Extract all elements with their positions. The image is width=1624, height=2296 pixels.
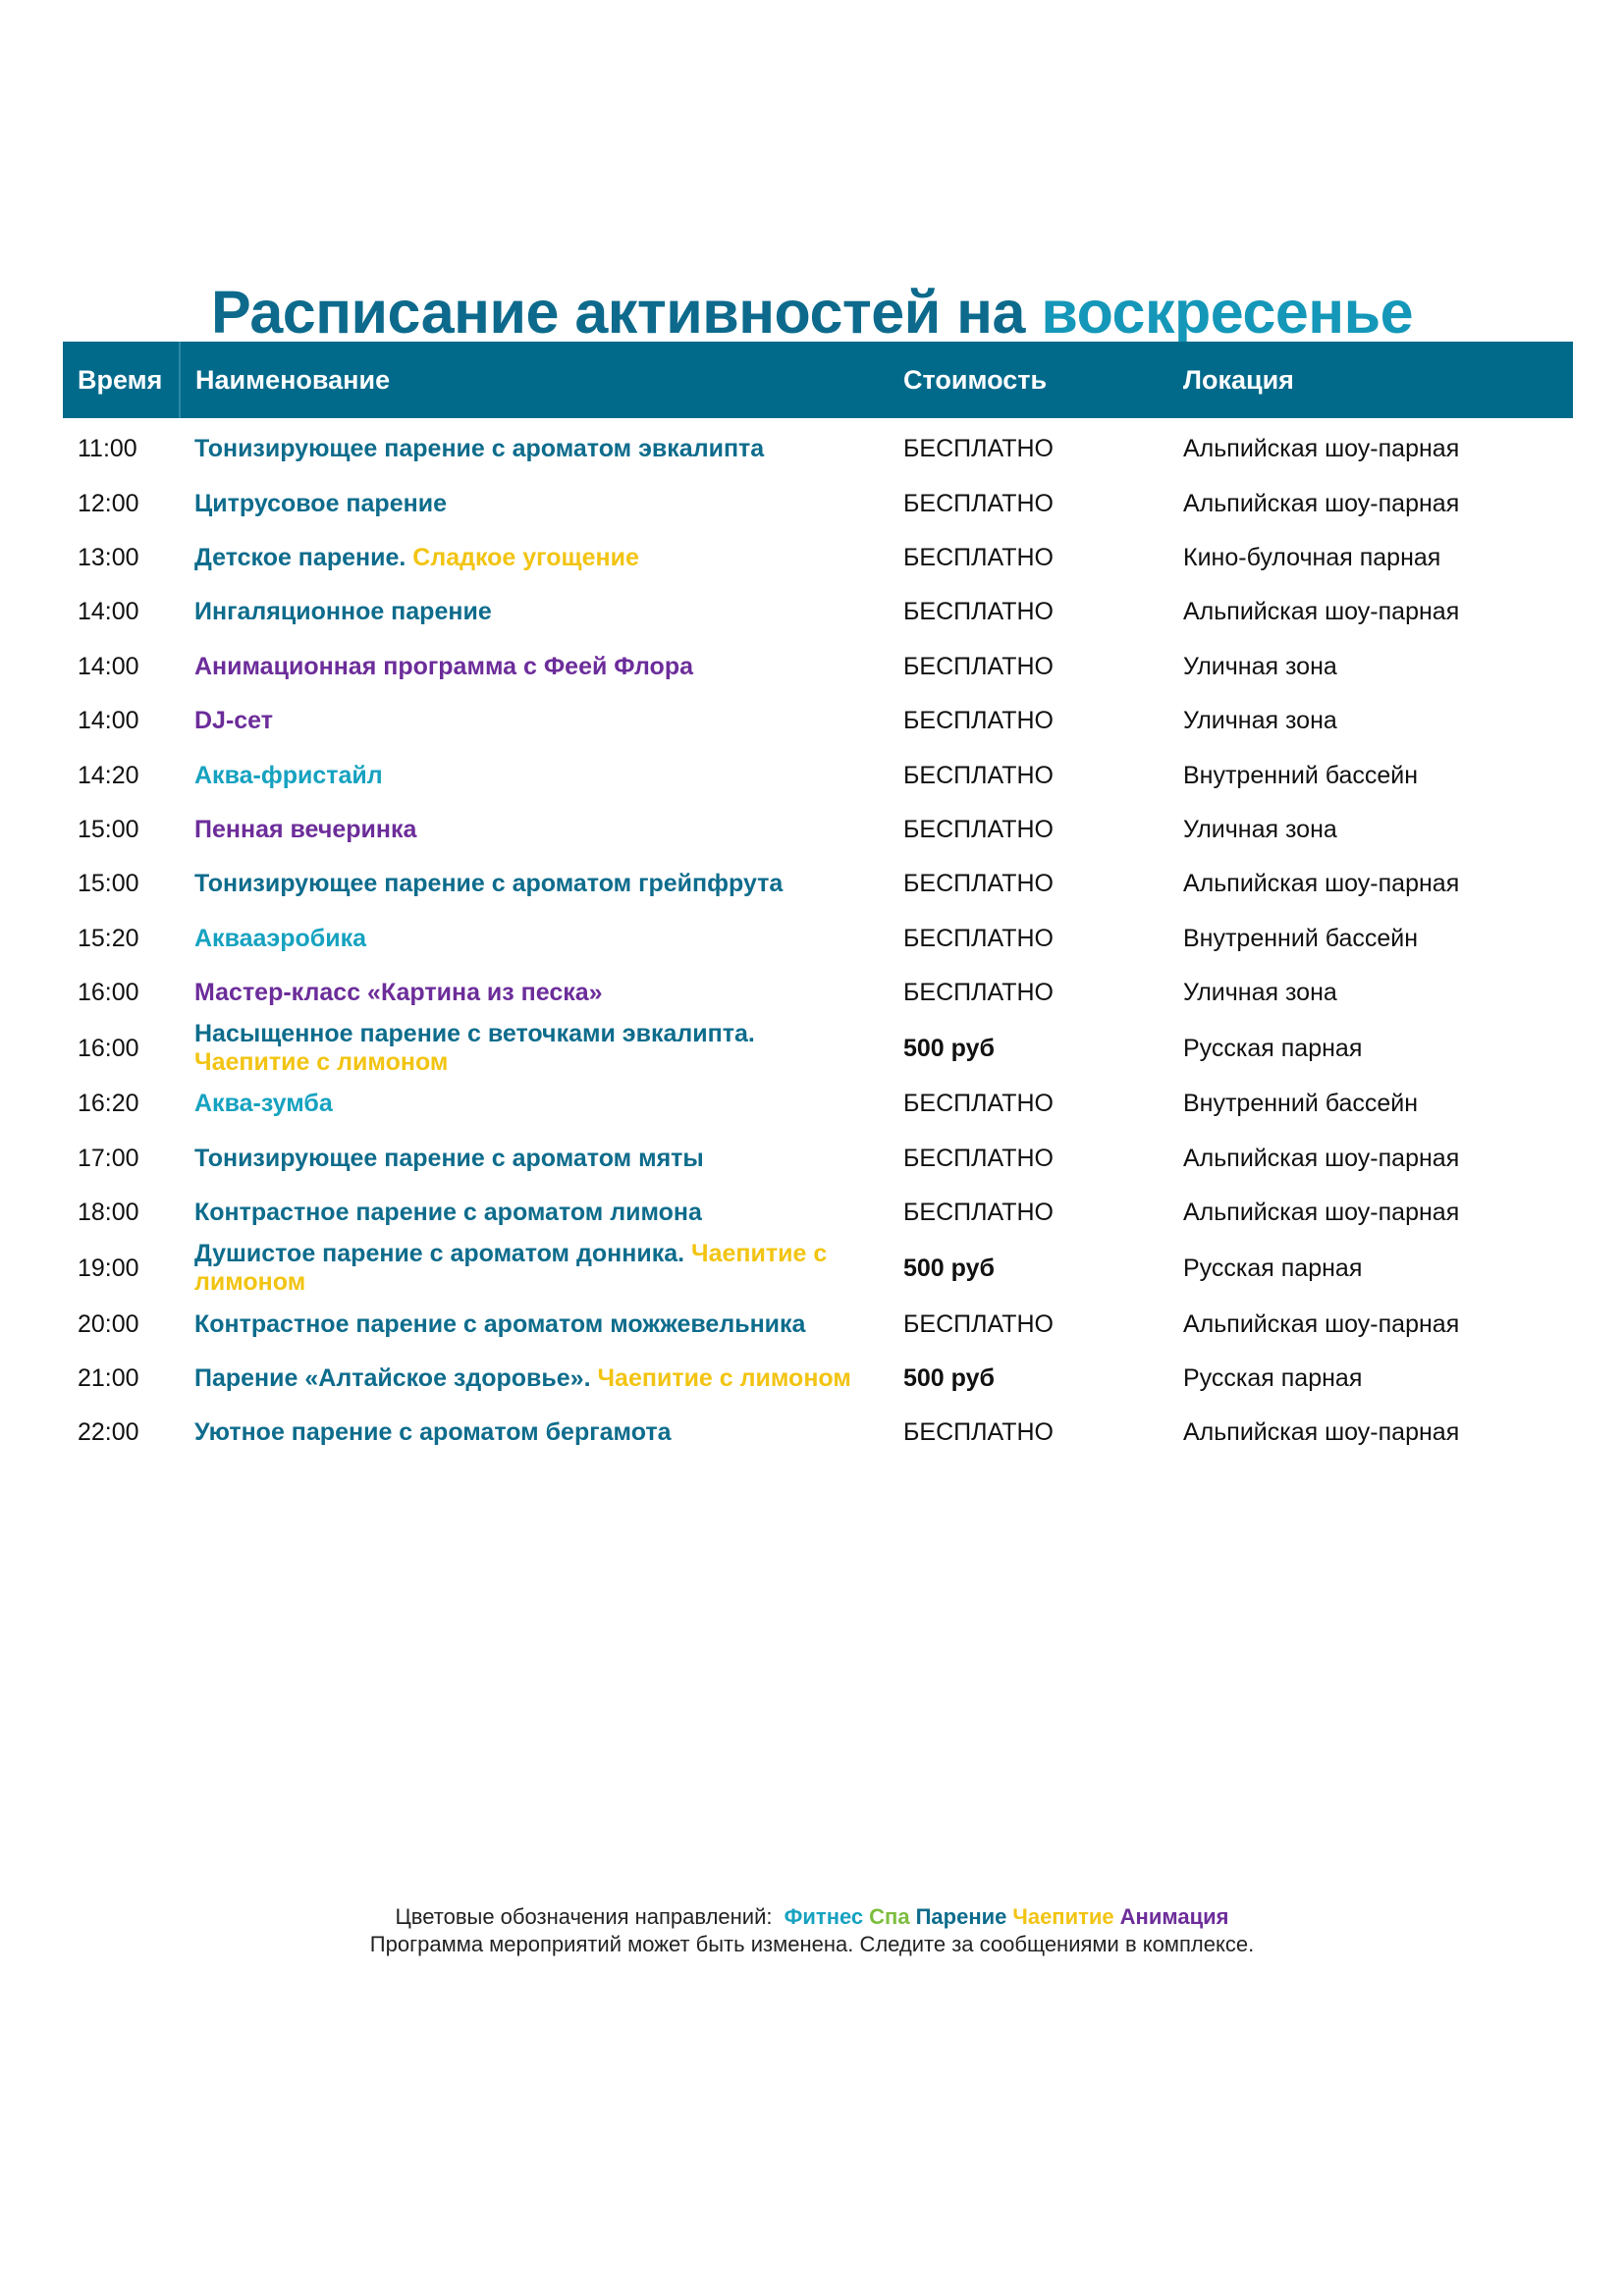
cell-time: 15:20 (78, 924, 139, 952)
table-row (63, 1352, 1573, 1406)
activity-name-part: Уютное парение с ароматом бергамота (194, 1418, 672, 1447)
cell-price: БЕСПЛАТНО (903, 1199, 1055, 1227)
cell-location: Внутренний бассейн (1183, 761, 1419, 789)
activity-name-part: Мастер-класс «Картина из песка» (194, 979, 603, 1007)
cell-time: 14:00 (78, 652, 139, 680)
cell-time: 17:00 (78, 1144, 139, 1172)
activity-name-part: Сладкое угощение (406, 543, 639, 571)
cell-time: 16:20 (78, 1090, 139, 1118)
header-time: Время (63, 342, 180, 418)
activity-name-part: Парение «Алтайское здоровье». (194, 1364, 591, 1393)
activity-name-part: Тонизирующее парение с ароматом эвкалипта (194, 435, 765, 463)
cell-price: БЕСПЛАТНО (903, 979, 1055, 1007)
cell-price: БЕСПЛАТНО (903, 435, 1055, 463)
cell-price: БЕСПЛАТНО (903, 870, 1055, 898)
legend-item-parenie: Парение (915, 1904, 1007, 1929)
table-row (63, 748, 1573, 802)
cell-location: Внутренний бассейн (1183, 924, 1419, 952)
cell-location: Уличная зона (1183, 979, 1337, 1007)
legend-label: Цветовые обозначения направлений: (395, 1904, 773, 1929)
activity-name-part: DJ-сет (194, 707, 274, 735)
cell-price: БЕСПЛАТНО (903, 1309, 1055, 1338)
activity-name-part: Анимационная программа с Феей Флора (194, 652, 693, 680)
table-row (63, 694, 1573, 748)
page-title-day: воскресенье (1041, 278, 1414, 346)
activity-name-part: Чаепитие с лимоном (590, 1364, 851, 1393)
cell-name (180, 694, 889, 748)
cell-time: 14:00 (78, 707, 139, 735)
cell-name (180, 1406, 889, 1460)
activity-name-part: Чаепитие с лимоном (194, 1048, 449, 1077)
cell-location: Альпийская шоу-парная (1183, 1309, 1460, 1338)
cell-location: Альпийская шоу-парная (1183, 1199, 1460, 1227)
cell-price: БЕСПЛАТНО (903, 489, 1055, 517)
cell-price: БЕСПЛАТНО (903, 1144, 1055, 1172)
cell-location: Альпийская шоу-парная (1183, 870, 1460, 898)
schedule-table (63, 342, 1573, 1461)
table-row (63, 1240, 1573, 1297)
cell-name (180, 1132, 889, 1186)
table-row (63, 1297, 1573, 1351)
cell-location: Альпийская шоу-парная (1183, 598, 1460, 626)
cell-time: 14:20 (78, 761, 139, 789)
table-row (63, 1132, 1573, 1186)
cell-time: 21:00 (78, 1364, 139, 1393)
activity-name-part: Детское парение. (194, 543, 406, 571)
activity-name-part: Аква-фристайл (194, 761, 383, 789)
cell-price: БЕСПЛАТНО (903, 924, 1055, 952)
cell-time: 15:00 (78, 870, 139, 898)
cell-price: БЕСПЛАТНО (903, 707, 1055, 735)
cell-time: 19:00 (78, 1254, 139, 1282)
table-row (63, 531, 1573, 585)
cell-name (180, 1352, 889, 1406)
table-row (63, 857, 1573, 911)
table-row (63, 1077, 1573, 1131)
cell-name (180, 640, 889, 694)
cell-location: Уличная зона (1183, 815, 1337, 843)
table-row (63, 585, 1573, 639)
table-row (63, 1186, 1573, 1240)
activity-name-part: Пенная вечеринка (194, 815, 417, 843)
header-price: Стоимость (903, 364, 1048, 395)
activity-name-part: Душистое парение с ароматом донника. (194, 1240, 685, 1268)
cell-location: Альпийская шоу-парная (1183, 435, 1460, 463)
legend-item-fitness: Фитнес (784, 1904, 864, 1929)
cell-location: Внутренний бассейн (1183, 1090, 1419, 1118)
cell-time: 18:00 (78, 1199, 139, 1227)
cell-location: Русская парная (1183, 1034, 1363, 1062)
activity-name-part: Тонизирующее парение с ароматом грейпфрута (194, 870, 784, 898)
cell-price: БЕСПЛАТНО (903, 815, 1055, 843)
cell-name (180, 748, 889, 802)
legend-items (779, 1904, 1229, 1929)
cell-name (180, 912, 889, 966)
color-legend (0, 1904, 1624, 1930)
cell-location: Уличная зона (1183, 652, 1337, 680)
cell-location: Кино-булочная парная (1183, 543, 1441, 571)
cell-name (180, 803, 889, 857)
page-title (0, 278, 1624, 347)
cell-name (180, 531, 889, 585)
activity-name-part: Аква-зумба (194, 1090, 333, 1118)
cell-name (180, 1240, 889, 1297)
table-row (63, 1406, 1573, 1460)
cell-time: 16:00 (78, 1034, 139, 1062)
cell-location: Альпийская шоу-парная (1183, 489, 1460, 517)
schedule-body (63, 418, 1573, 1461)
cell-price: БЕСПЛАТНО (903, 543, 1055, 571)
cell-location: Русская парная (1183, 1364, 1363, 1393)
cell-price: БЕСПЛАТНО (903, 652, 1055, 680)
cell-name (180, 1186, 889, 1240)
activity-name-part: Цитрусовое парение (194, 489, 447, 517)
cell-time: 20:00 (78, 1309, 139, 1338)
cell-name (180, 418, 889, 476)
cell-name (180, 1020, 889, 1077)
header-location: Локация (1183, 364, 1294, 395)
header-row (63, 342, 1573, 418)
cell-location: Уличная зона (1183, 707, 1337, 735)
activity-name-part: Ингаляционное парение (194, 598, 492, 626)
cell-time: 15:00 (78, 815, 139, 843)
table-row (63, 1020, 1573, 1077)
cell-name (180, 476, 889, 530)
cell-price: БЕСПЛАТНО (903, 598, 1055, 626)
legend-item-chai: Чаепитие (1012, 1904, 1114, 1929)
cell-location: Альпийская шоу-парная (1183, 1144, 1460, 1172)
legend-item-spa: Спа (869, 1904, 910, 1929)
table-row (63, 912, 1573, 966)
cell-price: БЕСПЛАТНО (903, 1090, 1055, 1118)
header-name: Наименование (195, 364, 391, 395)
activity-name-part: Контрастное парение с ароматом можжевельника (194, 1309, 806, 1338)
table-row (63, 966, 1573, 1020)
cell-price: 500 руб (903, 1254, 995, 1282)
cell-time: 12:00 (78, 489, 139, 517)
cell-location: Русская парная (1183, 1254, 1363, 1282)
cell-name (180, 585, 889, 639)
cell-price: БЕСПЛАТНО (903, 1418, 1055, 1447)
activity-name-part: Чаепитие с лимоном (194, 1240, 828, 1297)
cell-price: 500 руб (903, 1364, 995, 1393)
cell-time: 11:00 (78, 435, 137, 463)
cell-price: 500 руб (903, 1034, 995, 1062)
legend-item-anim: Анимация (1119, 1904, 1229, 1929)
footer-note: Программа мероприятий может быть изменена. Следите за сообщениями в комплексе. (369, 1932, 1255, 1956)
cell-time: 13:00 (78, 543, 139, 571)
schedule-header (63, 342, 1573, 418)
table-row (63, 418, 1573, 476)
cell-name (180, 1077, 889, 1131)
cell-name (180, 857, 889, 911)
table-row (63, 476, 1573, 530)
cell-price: БЕСПЛАТНО (903, 761, 1055, 789)
activity-name-part: Аквааэробика (194, 924, 366, 952)
activity-name-part: Контрастное парение с ароматом лимона (194, 1199, 702, 1227)
table-row (63, 803, 1573, 857)
cell-location: Альпийская шоу-парная (1183, 1418, 1460, 1447)
cell-time: 14:00 (78, 598, 139, 626)
activity-name-part: Тонизирующее парение с ароматом мяты (194, 1144, 704, 1172)
table-row (63, 640, 1573, 694)
cell-time: 16:00 (78, 979, 139, 1007)
page-title-main: Расписание активностей на (210, 278, 1025, 346)
activity-name-part: Насыщенное парение с веточками эвкалипта. (194, 1020, 755, 1048)
cell-name (180, 1297, 889, 1351)
cell-name (180, 966, 889, 1020)
cell-time: 22:00 (78, 1418, 139, 1447)
